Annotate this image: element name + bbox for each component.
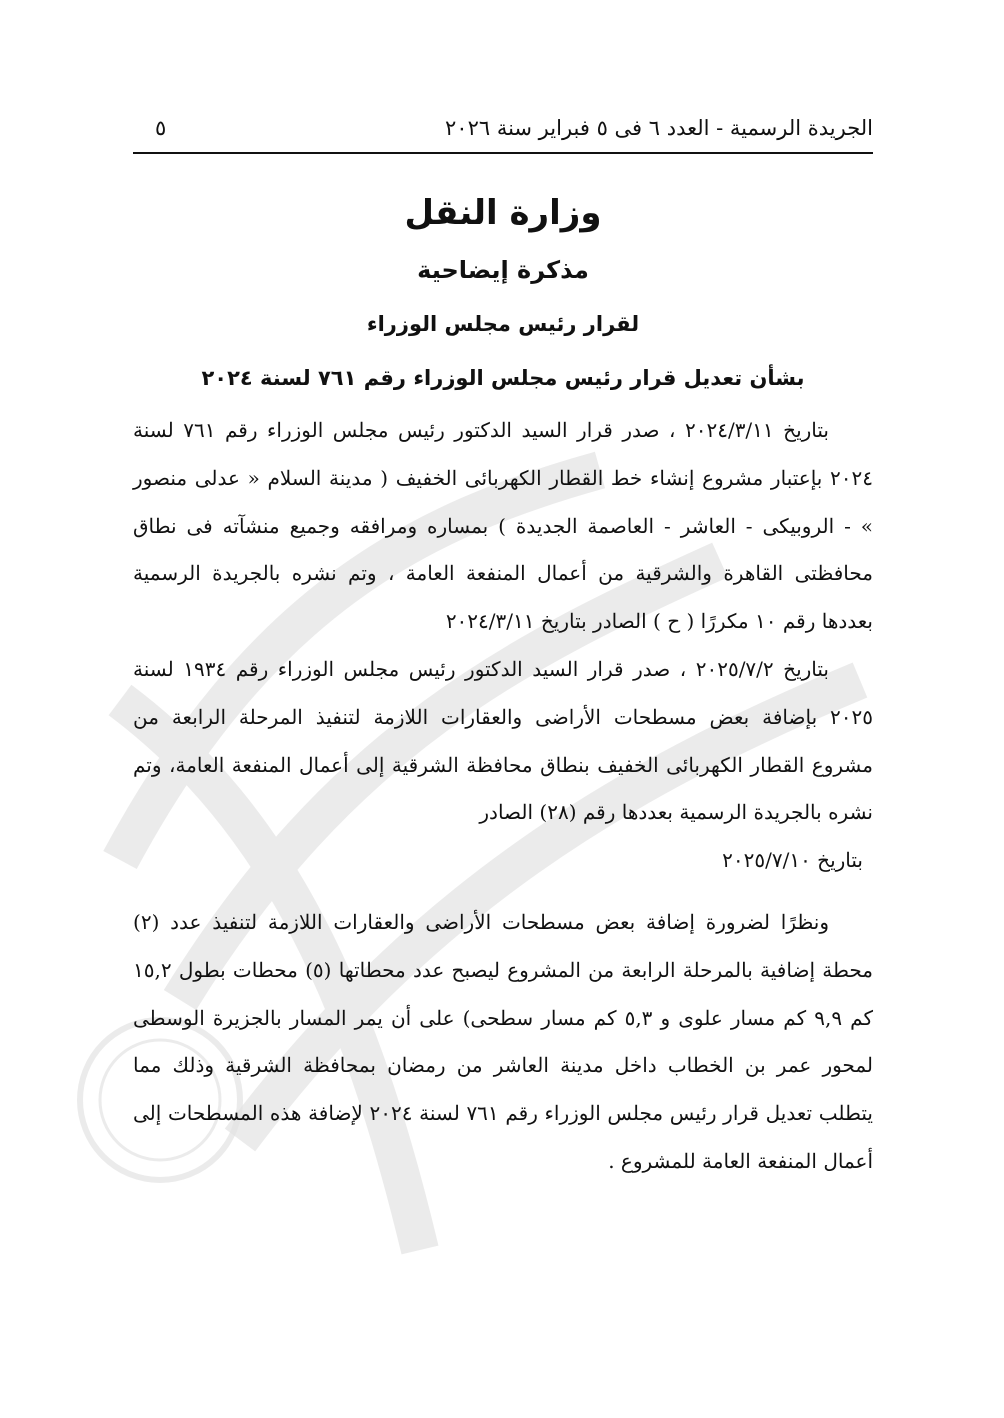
paragraph-justification: ونظرًا لضرورة إضافة بعض مسطحات الأراضى والعقارات اللازمة لتنفيذ عدد (٢) محطة إضافية بالمرحلة الرابعة من المشروع ليصبح عدد محطاتها (٥) محطات بطول ١٥,٢ كم ٩,٩ كم مسار علوى و ٥,٣ كم مسار سطحى) على أن يمر المسار بالجزيرة الوسطى لمحور عمر بن الخطاب داخل مدينة العاشر من رمضان بمحافظة الشرقية وذلك مما يتطلب تعديل قرار رئيس مجلس الوزراء رقم ٧٦١ لسنة ٢٠٢٤ لإضافة هذه المسطحات إلى أعمال المنفعة العامة للمشروع . xyxy=(133,909,874,1173)
memo-title: مذكرة إيضاحية xyxy=(417,256,589,284)
paragraph-second-decree: بتاريخ ٢٠٢٥/٧/٢ ، صدر قرار السيد الدكتور رئيس مجلس الوزراء رقم ١٩٣٤ لسنة ٢٠٢٥ بإضافة بعض مسطحات الأراضى والعقارات اللازمة لتنفيذ المرحلة الرابعة من مشروع القطار الكهربائى الخفيف بنطاق محافظة الشرقية إلى أعمال المنفعة العامة، وتم نشره بالجريدة الرسمية بعددها رقم (٢٨) الصادر xyxy=(133,656,873,825)
ministry-heading: وزارة النقل xyxy=(404,193,602,233)
decree-heading: لقرار رئيس مجلس الوزراء xyxy=(366,312,640,336)
second-decree-date: بتاريخ ٢٠٢٥/٧/١٠ xyxy=(722,848,863,873)
document-body xyxy=(133,185,873,1186)
gazette-header-title: الجريدة الرسمية - العدد ٦ فى ٥ فبراير سنة ٢٠٢٦ xyxy=(445,116,873,140)
paragraph-first-decree: بتاريخ ٢٠٢٤/٣/١١ ، صدر قرار السيد الدكتور رئيس مجلس الوزراء رقم ٧٦١ لسنة ٢٠٢٤ بإعتبار مشروع إنشاء خط القطار الكهربائى الخفيف ( مدينة السلام « عدلى منصور » - الروبيكى - العاشر - العاصمة الجديدة ) بمساره ومرافقه وجميع منشآته فى نطاق محافظتى القاهرة والشرقية من أعمال المنفعة العامة ، وتم نشره بالجريدة الرسمية بعددها رقم ١٠ مكررًا ( ح ) الصادر بتاريخ ٢٠٢٤/٣/١١ xyxy=(133,418,873,634)
subject-heading: بشأن تعديل قرار رئيس مجلس الوزراء رقم ٧٦١ لسنة ٢٠٢٤ xyxy=(201,366,805,390)
page-number: ٥ xyxy=(155,116,167,140)
page-header xyxy=(133,112,873,154)
